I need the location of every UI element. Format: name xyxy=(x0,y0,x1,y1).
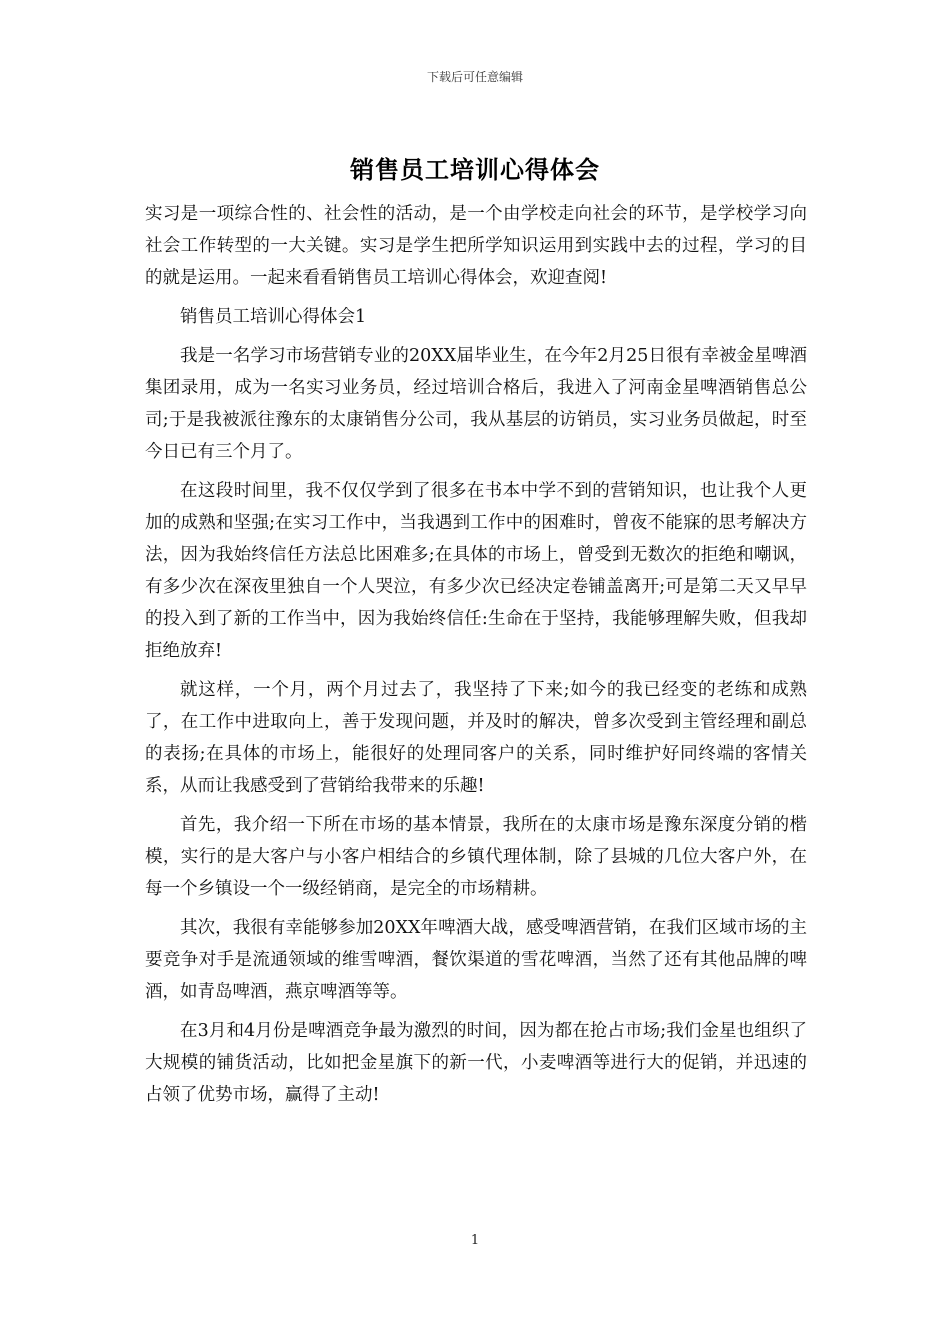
paragraph: 我是一名学习市场营销专业的20XX届毕业生，在今年2月25日很有幸被金星啤酒集团录用，成为一名实习业务员，经过培训合格后，我进入了河南金星啤酒销售总公司;于是我被派往豫东的太康销售分公司，我从基层的访销员，实习业务员做起，时至今日已有三个月了。 xyxy=(145,346,807,462)
paragraph: 就这样，一个月，两个月过去了，我坚持了下来;如今的我已经变的老练和成熟了，在工作中进取向上，善于发现问题，并及时的解决，曾多次受到主管经理和副总的表扬;在具体的市场上，能很好的处理同客户的关系，同时维护好同终端的客情关系，从而让我感受到了营销给我带来的乐趣! xyxy=(145,680,807,796)
header-note: 下载后可任意编辑 xyxy=(426,70,523,84)
paragraph-intro: 实习是一项综合性的、社会性的活动，是一个由学校走向社会的环节，是学校学习向社会工作转型的一大关键。实习是学生把所学知识运用到实践中去的过程，学习的目的就是运用。一起来看看销售员工培训心得体会，欢迎查阅! xyxy=(145,204,807,288)
paragraph: 在3月和4月份是啤酒竞争最为激烈的时间，因为都在抢占市场;我们金星也组织了大规模的铺货活动，比如把金星旗下的新一代，小麦啤酒等进行大的促销，并迅速的占领了优势市场，赢得了主动! xyxy=(145,1021,807,1105)
document-title: 销售员工培训心得体会 xyxy=(350,156,600,184)
paragraph: 在这段时间里，我不仅仅学到了很多在书本中学不到的营销知识，也让我个人更加的成熟和坚强;在实习工作中，当我遇到工作中的困难时，曾夜不能寐的思考解决方法，因为我始终信任方法总比困难多;在具体的市场上，曾受到无数次的拒绝和嘲讽，有多少次在深夜里独自一个人哭泣，有多少次已经决定卷铺盖离开;可是第二天又早早的投入到了新的工作当中，因为我始终信任:生命在于坚持，我能够理解失败，但我却拒绝放弃! xyxy=(145,481,807,661)
paragraph: 首先，我介绍一下所在市场的基本情景，我所在的太康市场是豫东深度分销的楷模，实行的是大客户与小客户相结合的乡镇代理体制，除了县城的几位大客户外，在每一个乡镇设一个一级经销商，是完全的市场精耕。 xyxy=(145,815,807,899)
section-heading: 销售员工培训心得体会1 xyxy=(180,307,367,327)
document-body xyxy=(145,198,807,1118)
page-number: 1 xyxy=(470,1233,480,1248)
paragraph: 其次，我很有幸能够参加20XX年啤酒大战，感受啤酒营销，在我们区域市场的主要竞争对手是流通领域的维雪啤酒，餐饮渠道的雪花啤酒，当然了还有其他品牌的啤酒，如青岛啤酒，燕京啤酒等等。 xyxy=(145,918,807,1002)
